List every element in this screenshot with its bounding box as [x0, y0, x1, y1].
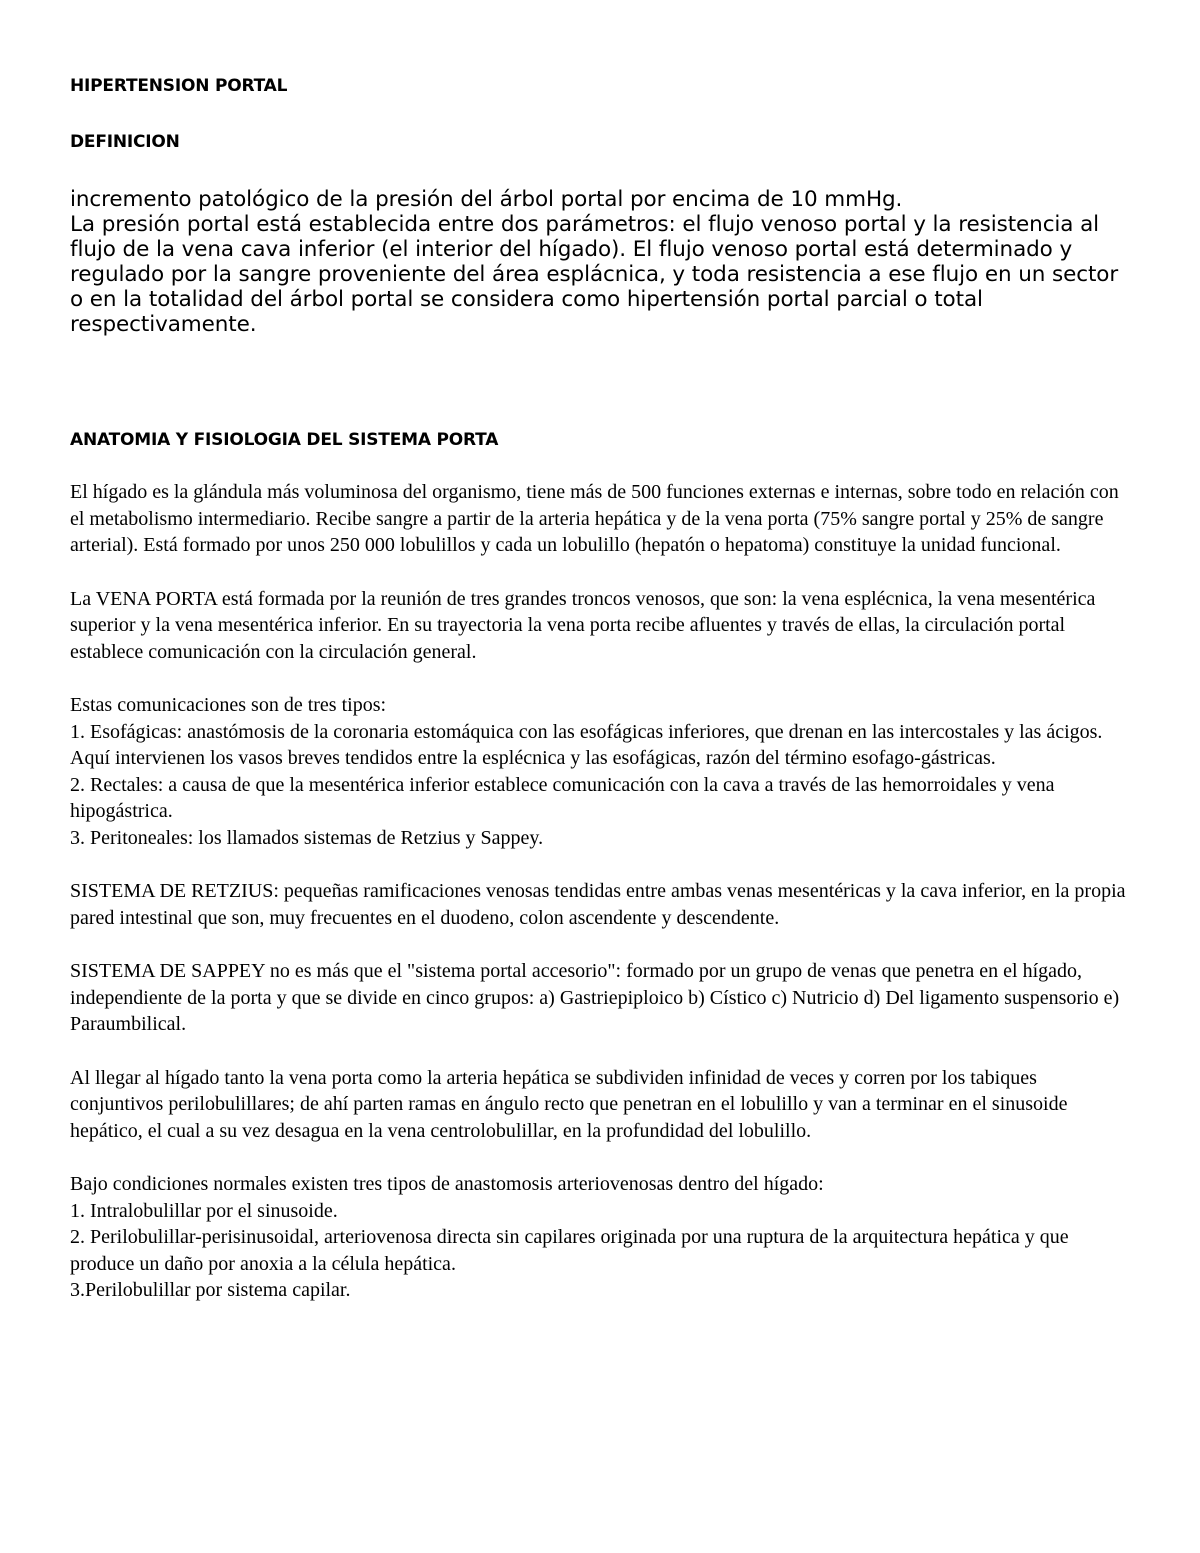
- definition-heading: DEFINICION: [70, 132, 180, 152]
- definition-line-1: incremento patológico de la presión del árbol portal por encima de 10 mmHg.: [70, 187, 903, 212]
- list-item: 3.Perilobulillar por sistema capilar.: [70, 1279, 351, 1301]
- definition-line-2: La presión portal está establecida entre dos parámetros: el flujo venoso portal y la resistencia al flujo de la vena cava inferior (el interior del hígado). El flujo venoso portal está determinado y regulado por la sangre proveniente del área esplácnica, y toda resistencia a ese flujo en un sector o en la totalidad del árbol portal se considera como hipertensión portal parcial o total respectivamente.: [70, 212, 1119, 337]
- paragraph-sappey: SISTEMA DE SAPPEY no es más que el "sistema portal accesorio": formado por un grupo de venas que penetra en el hígado, independiente de la porta y que se divide en cinco grupos: a) Gastriepiploico b) Cístico c) Nutricio d) Del ligamento suspensorio e) Paraumbilical.: [70, 960, 1120, 1035]
- communications-intro: Estas comunicaciones son de tres tipos:: [70, 694, 387, 716]
- list-item: 1. Intralobulillar por el sinusoide.: [70, 1199, 338, 1222]
- paragraph-retzius: SISTEMA DE RETZIUS: pequeñas ramificaciones venosas tendidas entre ambas venas mesentéricas y la cava inferior, en la propia pared intestinal que son, muy frecuentes en el duodeno, colon ascendente y descendente.: [70, 880, 1126, 929]
- anatomy-heading: ANATOMIA Y FISIOLOGIA DEL SISTEMA PORTA: [70, 430, 499, 450]
- document-title: HIPERTENSION PORTAL: [70, 76, 288, 96]
- list-item: 1. Esofágicas: anastómosis de la coronaria estomáquica con las esofágicas inferiores, que drenan en las intercostales y las ácigos. Aquí intervienen los vasos breves tendidos entre la esplécnica y las esofágicas, razón del término esofago-gástricas.: [70, 720, 1103, 769]
- definition-text: [70, 187, 1130, 337]
- list-item: 2. Perilobulillar-perisinusoidal, arteriovenosa directa sin capilares originada por una ruptura de la arquitectura hepática y que produce un daño por anoxia a la célula hepática.: [70, 1226, 1069, 1275]
- document-page: [70, 70, 1130, 1304]
- communications-list: [70, 692, 1130, 851]
- paragraph-subdivision: Al llegar al hígado tanto la vena porta como la arteria hepática se subdividen infinidad de veces y corren por los tabiques conjuntivos perilobulillares; de ahí parten ramas en ángulo recto que penetran en el lobulillo y van a terminar en el sinusoide hepático, el cual a su vez desagua en la vena centrolobulillar, en la profundidad del lobulillo.: [70, 1066, 1068, 1142]
- anastomosis-list: [70, 1171, 1130, 1304]
- paragraph-vena-porta: La VENA PORTA está formada por la reunión de tres grandes troncos venosos, que son: la vena esplécnica, la vena mesentérica superior y la vena mesentérica inferior. En su trayectoria la vena porta recibe afluentes y través de ellas, la circulación portal establece comunicación con la circulación general.: [70, 587, 1096, 663]
- list-item: 2. Rectales: a causa de que la mesentérica inferior establece comunicación con la cava a través de las hemorroidales y vena hipogástrica.: [70, 773, 1055, 822]
- paragraph-liver: El hígado es la glándula más voluminosa del organismo, tiene más de 500 funciones externas e internas, sobre todo en relación con el metabolismo intermediario. Recibe sangre a partir de la arteria hepática y de la vena porta (75% sangre portal y 25% de sangre arterial). Está formado por unos 250 000 lobulillos y cada un lobulillo (hepatón o hepatoma) constituye la unidad funcional.: [70, 481, 1119, 556]
- anastomosis-intro: Bajo condiciones normales existen tres tipos de anastomosis arteriovenosas dentro del hígado:: [70, 1173, 824, 1195]
- list-item: 3. Peritoneales: los llamados sistemas de Retzius y Sappey.: [70, 826, 544, 849]
